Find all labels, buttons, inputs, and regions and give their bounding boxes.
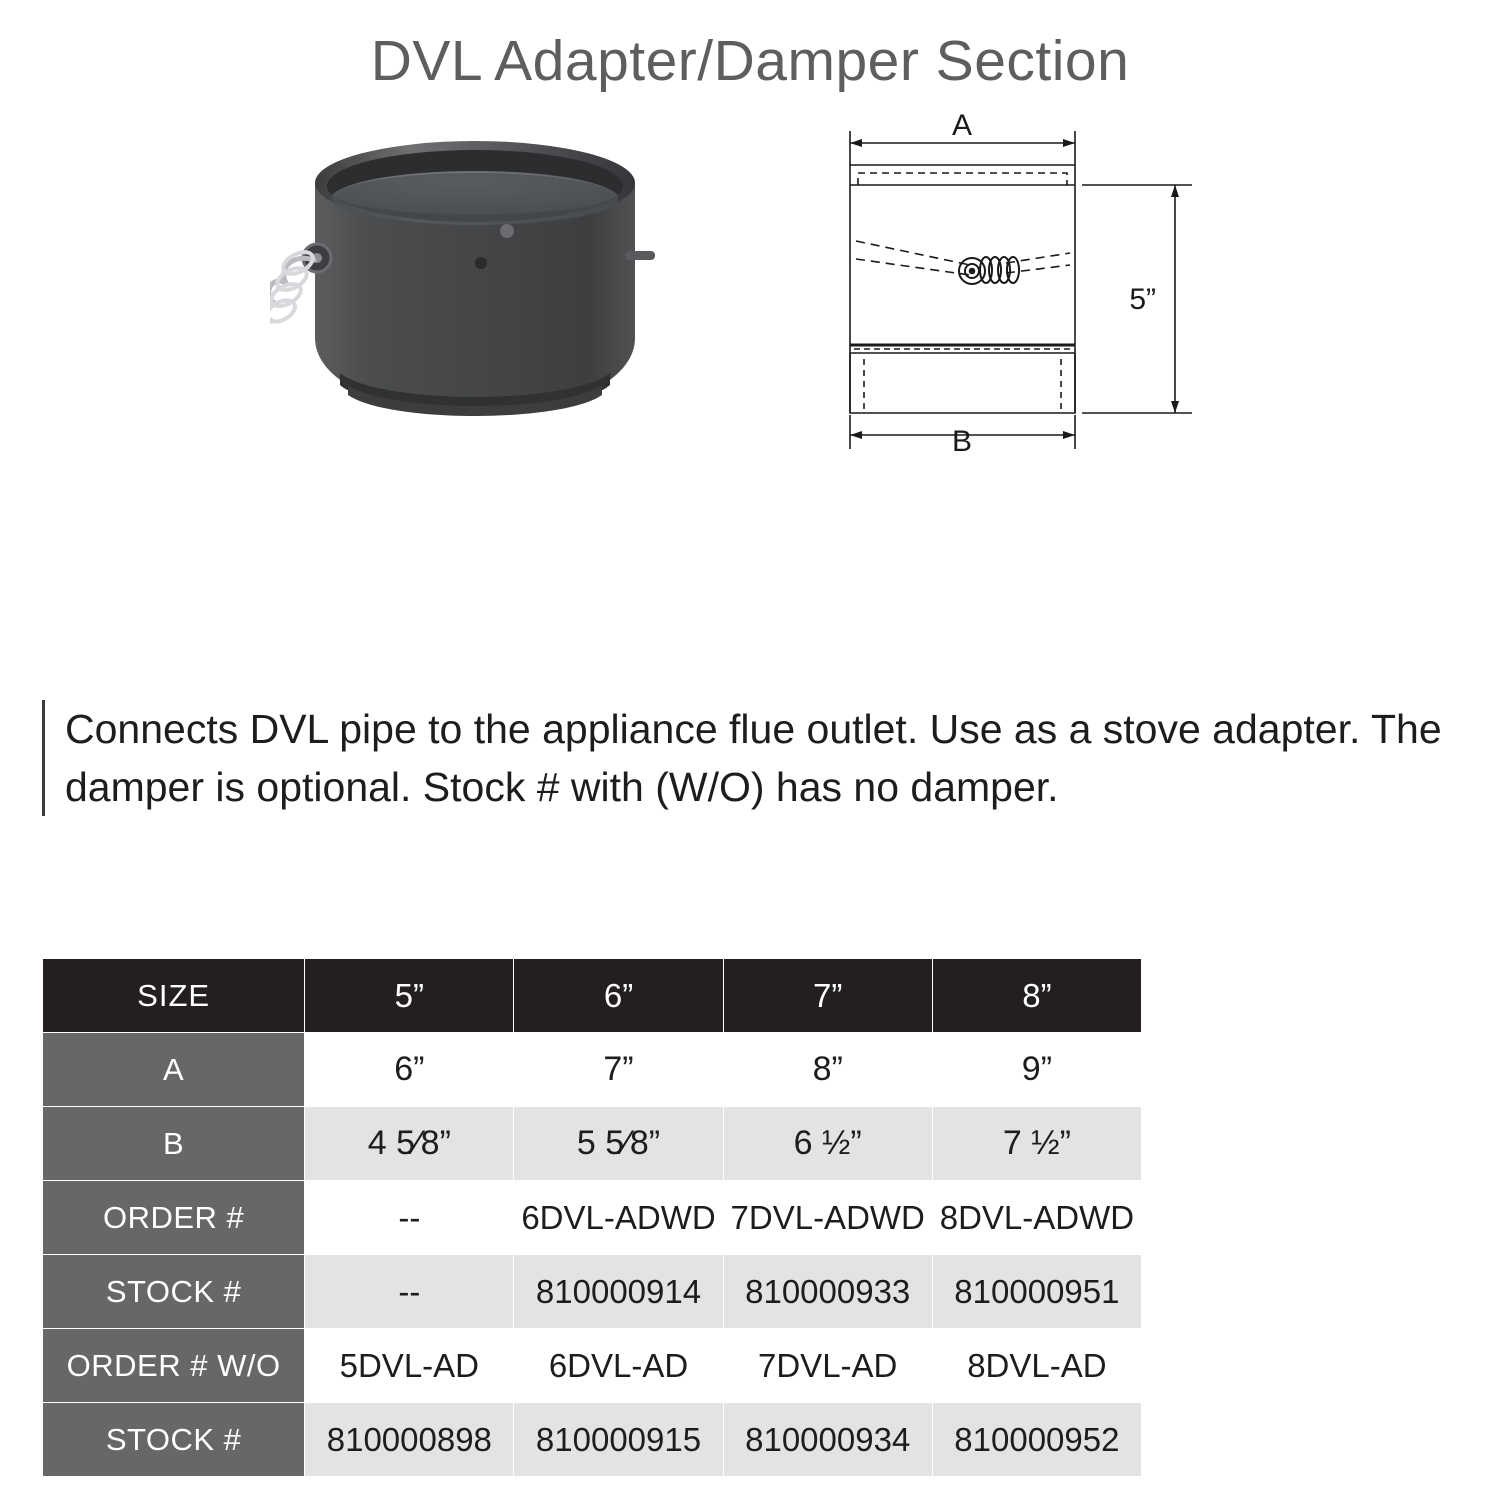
cell-stock-wo-6: 810000915 <box>514 1403 723 1477</box>
cell-order-6: 6DVL-ADWD <box>514 1181 723 1255</box>
description-block <box>42 700 1472 816</box>
table-row <box>43 1181 1142 1255</box>
dimension-label-a: A <box>951 112 973 142</box>
table-header-size-3: 7” <box>723 959 932 1033</box>
cell-stock-wo-7: 810000934 <box>723 1403 932 1477</box>
row-label-b: B <box>43 1107 305 1181</box>
row-label-order-wo: ORDER # W/O <box>43 1329 305 1403</box>
dimension-label-height: 5” <box>1129 282 1156 316</box>
cell-order-wo-8: 8DVL-AD <box>932 1329 1141 1403</box>
row-label-order: ORDER # <box>43 1181 305 1255</box>
cell-stock-5: -- <box>305 1255 514 1329</box>
cell-order-wo-7: 7DVL-AD <box>723 1329 932 1403</box>
cell-stock-7: 810000933 <box>723 1255 932 1329</box>
cell-stock-8: 810000951 <box>932 1255 1141 1329</box>
cell-b-6: 5 5⁄8” <box>514 1107 723 1181</box>
row-label-stock-wo: STOCK # <box>43 1403 305 1477</box>
cell-b-8: 7 ½” <box>932 1107 1141 1181</box>
cell-stock-wo-8: 810000952 <box>932 1403 1141 1477</box>
table-header-size-2: 6” <box>514 959 723 1033</box>
table-header-row <box>43 959 1142 1033</box>
spec-table-wrap <box>42 958 1142 1477</box>
cell-a-5: 6” <box>305 1033 514 1107</box>
cell-a-6: 7” <box>514 1033 723 1107</box>
cell-b-7: 6 ½” <box>723 1107 932 1181</box>
cell-order-wo-5: 5DVL-AD <box>305 1329 514 1403</box>
row-label-stock: STOCK # <box>43 1255 305 1329</box>
cell-a-7: 8” <box>723 1033 932 1107</box>
table-row <box>43 1255 1142 1329</box>
product-photo <box>270 123 690 443</box>
row-label-a: A <box>43 1033 305 1107</box>
cell-a-8: 9” <box>932 1033 1141 1107</box>
table-row <box>43 1107 1142 1181</box>
dimension-drawing <box>820 113 1250 473</box>
spec-table <box>42 958 1142 1477</box>
cell-order-7: 7DVL-ADWD <box>723 1181 932 1255</box>
table-row <box>43 1403 1142 1477</box>
cell-order-8: 8DVL-ADWD <box>932 1181 1141 1255</box>
page-title: DVL Adapter/Damper Section <box>370 29 1130 93</box>
table-row <box>43 1033 1142 1107</box>
cell-stock-wo-5: 810000898 <box>305 1403 514 1477</box>
description-text: Connects DVL pipe to the appliance flue outlet. Use as a stove adapter. The damper is optional. Stock # with (W/O) has no damper. <box>65 706 1442 811</box>
table-header-size-4: 8” <box>932 959 1141 1033</box>
cell-b-5: 4 5⁄8” <box>305 1107 514 1181</box>
dimension-label-b: B <box>951 424 973 458</box>
cell-order-5: -- <box>305 1181 514 1255</box>
cell-order-wo-6: 6DVL-AD <box>514 1329 723 1403</box>
cell-stock-6: 810000914 <box>514 1255 723 1329</box>
table-row <box>43 1329 1142 1403</box>
table-header-size-1: 5” <box>305 959 514 1033</box>
table-header-size: SIZE <box>43 959 305 1033</box>
figures-row <box>0 113 1500 543</box>
